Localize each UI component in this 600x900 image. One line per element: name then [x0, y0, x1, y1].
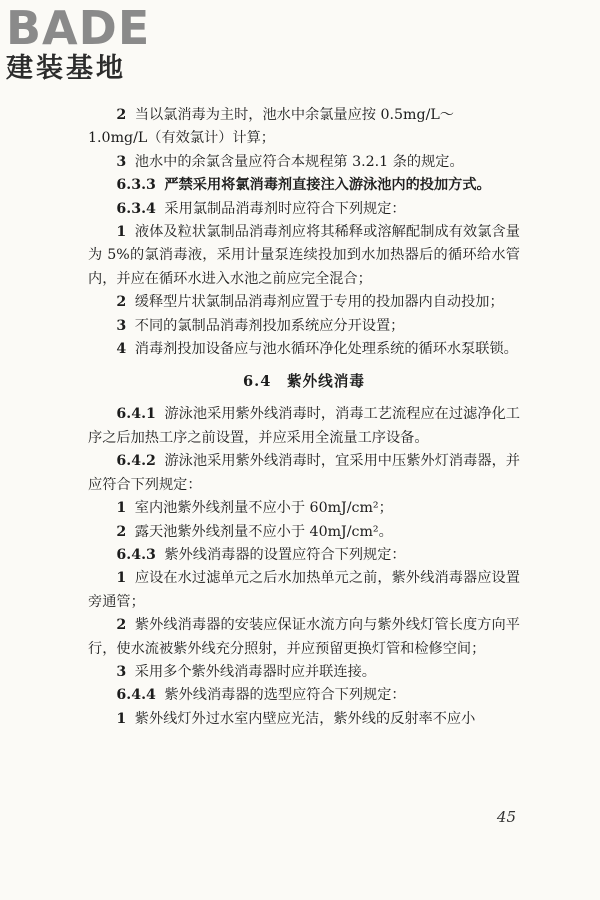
logo-latin-text: BADE [6, 1, 151, 55]
clause-number: 1 [116, 500, 127, 517]
clause-item [88, 661, 520, 684]
clause-text: 缓释型片状氯制品消毒剂应置于专用的投加器内自动投加； [134, 294, 504, 311]
clause-text: 游泳池采用紫外线消毒时，宜采用中压紫外灯消毒器，并应符合下列规定： [88, 453, 520, 493]
clause-number: 4 [116, 341, 127, 358]
clause-number: 6.4.4 [116, 687, 156, 704]
clause-text: 采用氯制品消毒剂时应符合下列规定： [164, 200, 406, 217]
clause-text: 应设在水过滤单元之后水加热单元之前，紫外线消毒器应设置旁通管； [88, 570, 520, 610]
logo-chinese-text: 建装基地 [6, 53, 126, 84]
clause-number: 3 [116, 153, 127, 170]
clause-item [88, 567, 520, 614]
clause-item [88, 221, 520, 291]
clause-item [88, 521, 520, 544]
clause-number: 1 [116, 570, 127, 587]
clause-text: 游泳池采用紫外线消毒时，消毒工艺流程应在过滤净化工序之后加热工序之前设置，并应采用全流量工序设备。 [88, 406, 520, 446]
clause-number: 3 [116, 663, 127, 680]
clause-text: 露天池紫外线剂量不应小于 40mJ/cm²。 [134, 523, 393, 540]
clause-item [88, 450, 520, 497]
page-number: 45 [496, 808, 516, 826]
document-body [88, 104, 520, 731]
clause-number: 2 [116, 107, 127, 123]
clause-item [88, 338, 520, 361]
clause-item [88, 708, 520, 731]
clause-number: 2 [116, 294, 127, 311]
clause-text: 紫外线消毒器的选型应符合下列规定： [164, 687, 406, 704]
clause-number: 6.4.1 [116, 406, 156, 423]
clause-number: 6.3.4 [116, 200, 156, 217]
clause-item [88, 403, 520, 450]
clause-number: 1 [116, 224, 127, 241]
paragraph-continuation: 1.0mg/L（有效氯计）计算； [88, 130, 275, 147]
clause-number: 2 [116, 617, 127, 634]
clause-text: 当以氯消毒为主时，池水中余氯量应按 0.5mg/L～ [134, 107, 454, 123]
clause-text: 消毒剂投加设备应与池水循环净化处理系统的循环水泵联锁。 [134, 341, 518, 358]
clause-number: 2 [116, 523, 127, 540]
clause-number: 1 [116, 710, 127, 727]
clause-text: 紫外线灯外过水室内壁应光洁，紫外线的反射率不应小 [134, 710, 476, 727]
clause-text: 液体及粒状氯制品消毒剂应将其稀释或溶解配制成有效氯含量为 5%的氯消毒液，采用计量泵连续投加到水加热器后的循环给水管内，并应在循环水进入水池之前应完全混合； [88, 224, 520, 287]
clause-item [88, 497, 520, 520]
clause-item [88, 544, 520, 567]
clause-number: 3 [116, 317, 127, 334]
clause-number: 6.4.3 [116, 546, 156, 563]
clause-text: 采用多个紫外线消毒器时应并联连接。 [134, 663, 376, 680]
section-heading: 6.4 紫外线消毒 [243, 373, 365, 391]
clause-number: 6.4.2 [116, 453, 156, 470]
clause-text: 池水中的余氯含量应符合本规程第 3.2.1 条的规定。 [134, 153, 464, 170]
clause-item [88, 198, 520, 221]
clause-item [88, 684, 520, 707]
clause-text: 室内池紫外线剂量不应小于 60mJ/cm²； [134, 500, 393, 517]
clause-item [88, 151, 520, 174]
clause-item [88, 174, 520, 197]
clause-item [88, 291, 520, 314]
clause-item [88, 614, 520, 661]
clause-number: 6.3.3 [116, 177, 156, 194]
clause-text: 紫外线消毒器的安装应保证水流方向与紫外线灯管长度方向平行，使水流被紫外线充分照射，并应预留更换灯管和检修空间； [88, 617, 520, 657]
bade-logo [6, 1, 176, 84]
clause-text: 严禁采用将氯消毒剂直接注入游泳池内的投加方式。 [164, 177, 491, 194]
clause-text: 不同的氯制品消毒剂投加系统应分开设置； [134, 317, 405, 334]
clause-item [88, 104, 520, 127]
clause-text: 紫外线消毒器的设置应符合下列规定： [164, 546, 406, 563]
clause-item [88, 315, 520, 338]
